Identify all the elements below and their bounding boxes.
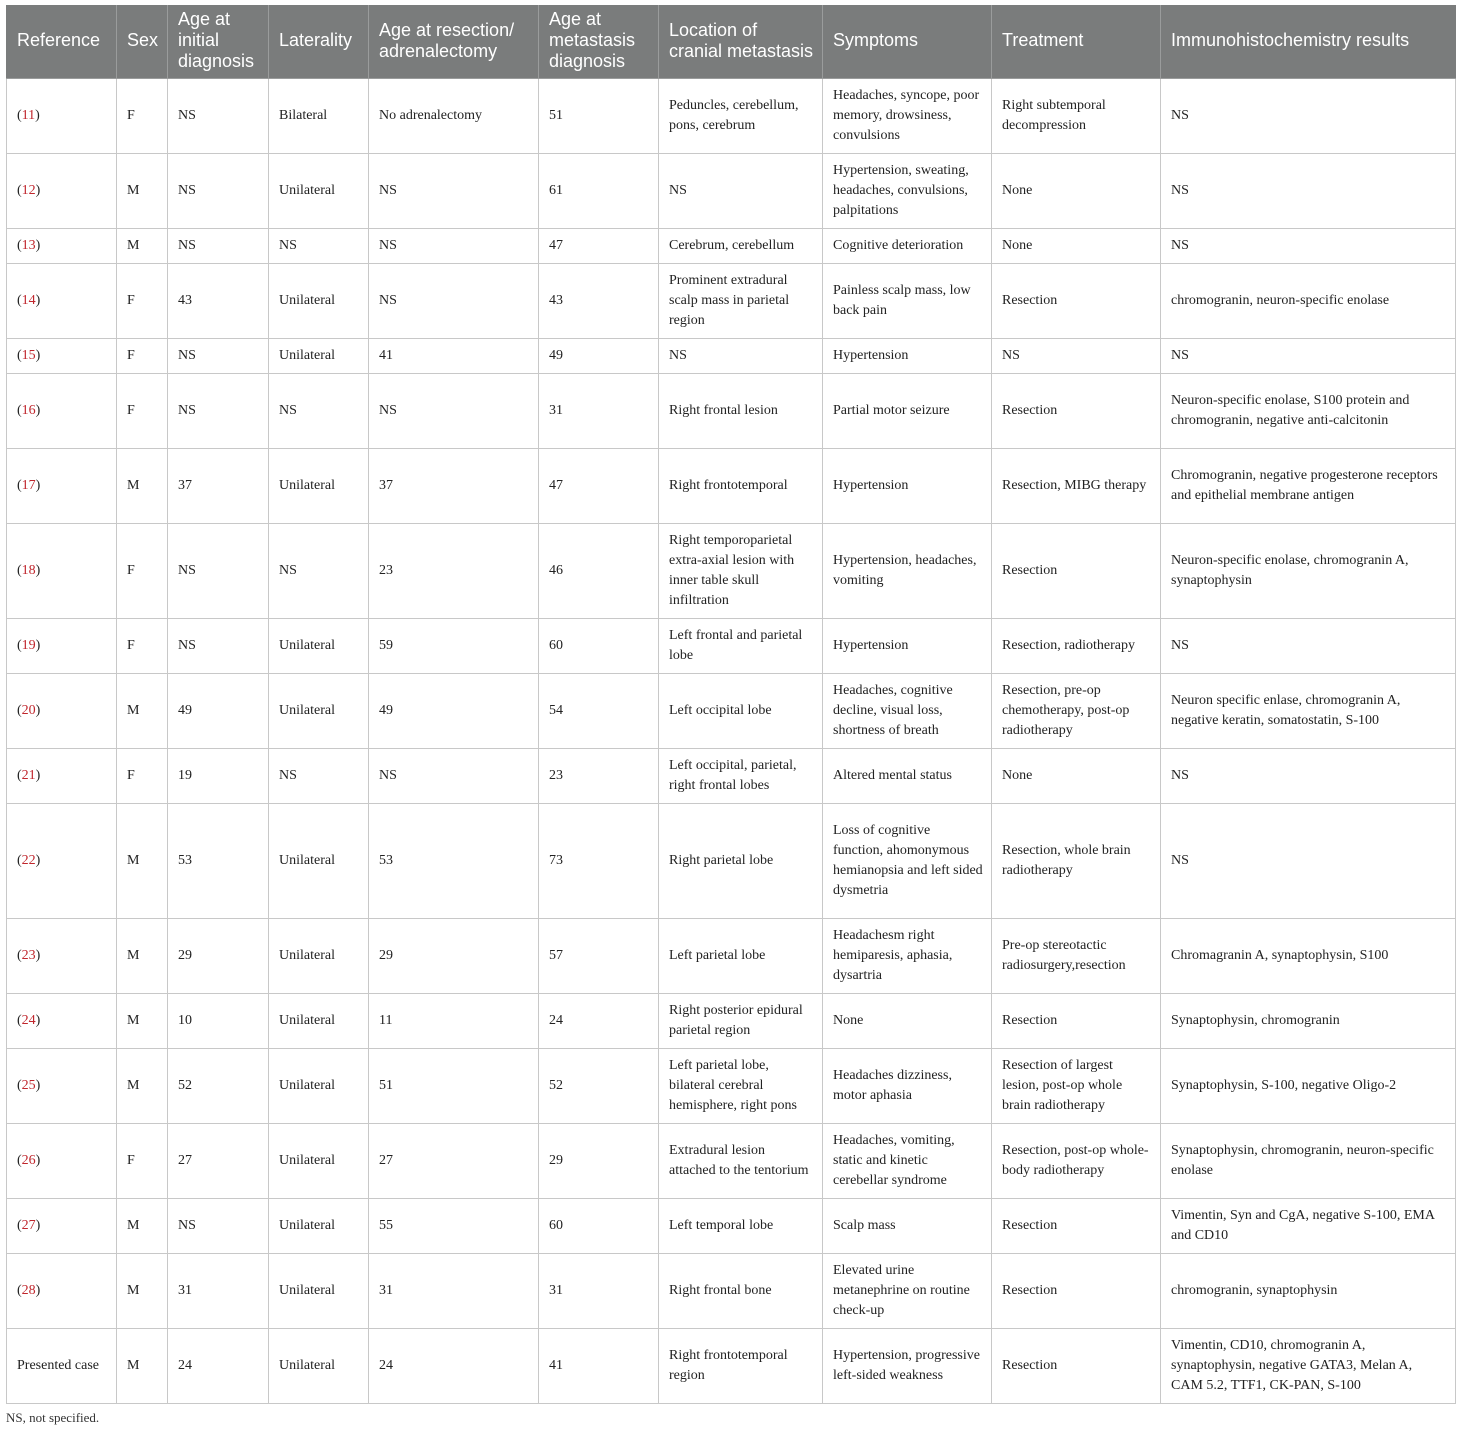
table-header	[7, 5, 1456, 79]
reference-link[interactable]: 23	[21, 948, 36, 963]
ihc-cell: NS	[1161, 229, 1456, 264]
sex-cell: M	[117, 449, 168, 524]
symptoms-cell: Headachesm right hemiparesis, aphasia, dysartria	[823, 919, 992, 994]
sex-cell: F	[117, 339, 168, 374]
ihc-cell: Chromagranin A, synaptophysin, S100	[1161, 919, 1456, 994]
age-resection-cell: NS	[369, 154, 539, 229]
reference-link[interactable]: 22	[21, 853, 36, 868]
symptoms-cell: Loss of cognitive function, ahomonymous hemianopsia and left sided dysmetria	[823, 804, 992, 919]
sex-cell: F	[117, 374, 168, 449]
ihc-cell: Vimentin, Syn and CgA, negative S-100, EMA and CD10	[1161, 1199, 1456, 1254]
table-row	[7, 1199, 1456, 1254]
open-paren: (	[17, 293, 22, 308]
age-initial-cell: NS	[168, 619, 269, 674]
ihc-cell: Neuron-specific enolase, S100 protein and chromogranin, negative anti-calcitonin	[1161, 374, 1456, 449]
ihc-cell: NS	[1161, 619, 1456, 674]
age-metastasis-cell: 41	[539, 1329, 659, 1404]
location-cell: Right frontotemporal	[659, 449, 823, 524]
header-age-resection: Age at resection/ adrenalectomy	[369, 5, 539, 79]
age-resection-cell: 51	[369, 1049, 539, 1124]
symptoms-cell: Cognitive deterioration	[823, 229, 992, 264]
location-cell: Left frontal and parietal lobe	[659, 619, 823, 674]
open-paren: (	[17, 108, 22, 123]
ihc-cell: Synaptophysin, chromogranin	[1161, 994, 1456, 1049]
reference-cell	[7, 1329, 117, 1404]
location-cell: Left parietal lobe, bilateral cerebral hemisphere, right pons	[659, 1049, 823, 1124]
table-row	[7, 1329, 1456, 1404]
symptoms-cell: Headaches, syncope, poor memory, drowsiness, convulsions	[823, 79, 992, 154]
sex-cell: M	[117, 1049, 168, 1124]
age-metastasis-cell: 47	[539, 229, 659, 264]
reference-link[interactable]: 18	[21, 563, 36, 578]
reference-cell	[7, 449, 117, 524]
location-cell: Right parietal lobe	[659, 804, 823, 919]
reference-link[interactable]: 13	[21, 238, 36, 253]
reference-cell	[7, 524, 117, 619]
reference-link[interactable]: 21	[21, 768, 36, 783]
reference-link[interactable]: 17	[21, 478, 36, 493]
age-initial-cell: 24	[168, 1329, 269, 1404]
symptoms-cell: Hypertension, progressive left-sided weakness	[823, 1329, 992, 1404]
header-row	[7, 5, 1456, 79]
close-paren: )	[35, 1013, 41, 1028]
age-resection-cell: 31	[369, 1254, 539, 1329]
age-metastasis-cell: 31	[539, 1254, 659, 1329]
symptoms-cell: Hypertension, headaches, vomiting	[823, 524, 992, 619]
treatment-cell: Right subtemporal decompression	[992, 79, 1161, 154]
reference-link[interactable]: 19	[21, 638, 36, 653]
ihc-cell: NS	[1161, 749, 1456, 804]
laterality-cell: Unilateral	[269, 1199, 369, 1254]
laterality-cell: Unilateral	[269, 804, 369, 919]
location-cell: Prominent extradural scalp mass in parietal region	[659, 264, 823, 339]
reference-link[interactable]: 20	[21, 703, 36, 718]
treatment-cell: Resection, pre-op chemotherapy, post-op radiotherapy	[992, 674, 1161, 749]
age-metastasis-cell: 52	[539, 1049, 659, 1124]
table-row	[7, 524, 1456, 619]
age-initial-cell: NS	[168, 524, 269, 619]
reference-link[interactable]: 16	[21, 403, 36, 418]
location-cell: Cerebrum, cerebellum	[659, 229, 823, 264]
close-paren: )	[35, 183, 41, 198]
age-initial-cell: 49	[168, 674, 269, 749]
treatment-cell: Resection	[992, 524, 1161, 619]
laterality-cell: Unilateral	[269, 619, 369, 674]
laterality-cell: Unilateral	[269, 1329, 369, 1404]
sex-cell: M	[117, 919, 168, 994]
location-cell: Right temporoparietal extra-axial lesion with inner table skull infiltration	[659, 524, 823, 619]
ihc-cell: chromogranin, neuron-specific enolase	[1161, 264, 1456, 339]
treatment-cell: Resection, MIBG therapy	[992, 449, 1161, 524]
age-resection-cell: 27	[369, 1124, 539, 1199]
sex-cell: F	[117, 1124, 168, 1199]
symptoms-cell: Hypertension	[823, 449, 992, 524]
location-cell: Right frontal bone	[659, 1254, 823, 1329]
age-metastasis-cell: 60	[539, 1199, 659, 1254]
laterality-cell: NS	[269, 749, 369, 804]
symptoms-cell: None	[823, 994, 992, 1049]
open-paren: (	[17, 703, 22, 718]
age-metastasis-cell: 23	[539, 749, 659, 804]
open-paren: (	[17, 1078, 22, 1093]
reference-cell	[7, 804, 117, 919]
data-table	[6, 5, 1456, 1404]
open-paren: (	[17, 948, 22, 963]
table-row	[7, 994, 1456, 1049]
reference-cell	[7, 229, 117, 264]
age-initial-cell: NS	[168, 1199, 269, 1254]
age-metastasis-cell: 46	[539, 524, 659, 619]
location-cell: Left occipital lobe	[659, 674, 823, 749]
header-laterality: Laterality	[269, 5, 369, 79]
open-paren: (	[17, 768, 22, 783]
age-initial-cell: 29	[168, 919, 269, 994]
age-initial-cell: 37	[168, 449, 269, 524]
close-paren: )	[35, 1218, 41, 1233]
header-age-initial: Age at initial diagnosis	[168, 5, 269, 79]
open-paren: (	[17, 853, 22, 868]
sex-cell: M	[117, 804, 168, 919]
location-cell: Right frontotemporal region	[659, 1329, 823, 1404]
age-resection-cell: NS	[369, 374, 539, 449]
age-initial-cell: 27	[168, 1124, 269, 1199]
age-resection-cell: 24	[369, 1329, 539, 1404]
age-initial-cell: 31	[168, 1254, 269, 1329]
reference-cell	[7, 1199, 117, 1254]
reference-cell	[7, 674, 117, 749]
age-resection-cell: 37	[369, 449, 539, 524]
table-row	[7, 919, 1456, 994]
location-cell: Left parietal lobe	[659, 919, 823, 994]
table-row	[7, 674, 1456, 749]
table-row	[7, 749, 1456, 804]
header-symptoms: Symptoms	[823, 5, 992, 79]
age-metastasis-cell: 57	[539, 919, 659, 994]
ihc-cell: NS	[1161, 804, 1456, 919]
sex-cell: M	[117, 994, 168, 1049]
location-cell: Left occipital, parietal, right frontal lobes	[659, 749, 823, 804]
ihc-cell: chromogranin, synaptophysin	[1161, 1254, 1456, 1329]
age-resection-cell: 53	[369, 804, 539, 919]
close-paren: )	[35, 1153, 41, 1168]
sex-cell: M	[117, 1199, 168, 1254]
age-resection-cell: NS	[369, 229, 539, 264]
open-paren: (	[17, 638, 22, 653]
location-cell: NS	[659, 154, 823, 229]
ihc-cell: Chromogranin, negative progesterone receptors and epithelial membrane antigen	[1161, 449, 1456, 524]
treatment-cell: Resection	[992, 1329, 1161, 1404]
symptoms-cell: Headaches, cognitive decline, visual loss, shortness of breath	[823, 674, 992, 749]
close-paren: )	[35, 703, 41, 718]
laterality-cell: Unilateral	[269, 1254, 369, 1329]
header-location: Location of cranial metastasis	[659, 5, 823, 79]
symptoms-cell: Hypertension, sweating, headaches, convulsions, palpitations	[823, 154, 992, 229]
age-initial-cell: NS	[168, 79, 269, 154]
header-treatment: Treatment	[992, 5, 1161, 79]
laterality-cell: NS	[269, 374, 369, 449]
open-paren: (	[17, 478, 22, 493]
close-paren: )	[35, 563, 41, 578]
close-paren: )	[35, 403, 41, 418]
table-row	[7, 619, 1456, 674]
age-resection-cell: 49	[369, 674, 539, 749]
sex-cell: F	[117, 619, 168, 674]
laterality-cell: Unilateral	[269, 994, 369, 1049]
age-metastasis-cell: 43	[539, 264, 659, 339]
laterality-cell: Unilateral	[269, 339, 369, 374]
ihc-cell: Vimentin, CD10, chromogranin A, synaptophysin, negative GATA3, Melan A, CAM 5.2, TTF1, CK-PAN, S-100	[1161, 1329, 1456, 1404]
laterality-cell: Unilateral	[269, 1049, 369, 1124]
treatment-cell: Resection	[992, 374, 1161, 449]
sex-cell: M	[117, 674, 168, 749]
reference-cell	[7, 994, 117, 1049]
treatment-cell: Resection, whole brain radiotherapy	[992, 804, 1161, 919]
header-reference: Reference	[7, 5, 117, 79]
reference-cell	[7, 264, 117, 339]
symptoms-cell: Headaches dizziness, motor aphasia	[823, 1049, 992, 1124]
open-paren: (	[17, 1218, 22, 1233]
treatment-cell: None	[992, 749, 1161, 804]
close-paren: )	[35, 768, 41, 783]
sex-cell: M	[117, 1254, 168, 1329]
sex-cell: M	[117, 1329, 168, 1404]
reference-link[interactable]: 28	[21, 1283, 36, 1298]
open-paren: (	[17, 1153, 22, 1168]
open-paren: (	[17, 238, 22, 253]
header-age-metastasis: Age at metastasis diagnosis	[539, 5, 659, 79]
close-paren: )	[35, 478, 41, 493]
reference-cell	[7, 919, 117, 994]
laterality-cell: Unilateral	[269, 674, 369, 749]
location-cell: Extradural lesion attached to the tentorium	[659, 1124, 823, 1199]
reference-cell	[7, 1254, 117, 1329]
table-row	[7, 154, 1456, 229]
reference-link[interactable]: 24	[21, 1013, 36, 1028]
close-paren: )	[35, 948, 41, 963]
open-paren: (	[17, 183, 22, 198]
symptoms-cell: Partial motor seizure	[823, 374, 992, 449]
symptoms-cell: Elevated urine metanephrine on routine check-up	[823, 1254, 992, 1329]
age-initial-cell: 19	[168, 749, 269, 804]
location-cell: NS	[659, 339, 823, 374]
reference-cell	[7, 154, 117, 229]
age-initial-cell: NS	[168, 154, 269, 229]
age-initial-cell: 52	[168, 1049, 269, 1124]
open-paren: (	[17, 1283, 22, 1298]
laterality-cell: Unilateral	[269, 154, 369, 229]
table-row	[7, 339, 1456, 374]
table-row	[7, 1124, 1456, 1199]
age-resection-cell: 55	[369, 1199, 539, 1254]
reference-link[interactable]: 11	[21, 108, 36, 123]
treatment-cell: NS	[992, 339, 1161, 374]
reference-link[interactable]: 12	[21, 183, 36, 198]
reference-cell	[7, 1049, 117, 1124]
close-paren: )	[35, 1078, 41, 1093]
header-sex: Sex	[117, 5, 168, 79]
open-paren: (	[17, 563, 22, 578]
close-paren: )	[35, 238, 41, 253]
age-initial-cell: NS	[168, 339, 269, 374]
laterality-cell: NS	[269, 524, 369, 619]
sex-cell: M	[117, 154, 168, 229]
laterality-cell: Unilateral	[269, 919, 369, 994]
reference-link[interactable]: 15	[21, 348, 36, 363]
ihc-cell: NS	[1161, 154, 1456, 229]
close-paren: )	[35, 853, 41, 868]
laterality-cell: NS	[269, 229, 369, 264]
reference-cell	[7, 749, 117, 804]
age-resection-cell: 59	[369, 619, 539, 674]
reference-link[interactable]: 14	[21, 293, 36, 308]
symptoms-cell: Headaches, vomiting, static and kinetic cerebellar syndrome	[823, 1124, 992, 1199]
symptoms-cell: Painless scalp mass, low back pain	[823, 264, 992, 339]
treatment-cell: None	[992, 229, 1161, 264]
table-row	[7, 1254, 1456, 1329]
table-row	[7, 374, 1456, 449]
close-paren: )	[35, 638, 41, 653]
treatment-cell: Resection of largest lesion, post-op whole brain radiotherapy	[992, 1049, 1161, 1124]
table-body	[7, 79, 1456, 1404]
ihc-cell: Synaptophysin, chromogranin, neuron-specific enolase	[1161, 1124, 1456, 1199]
location-cell: Left temporal lobe	[659, 1199, 823, 1254]
ihc-cell: Neuron-specific enolase, chromogranin A, synaptophysin	[1161, 524, 1456, 619]
age-metastasis-cell: 49	[539, 339, 659, 374]
age-metastasis-cell: 31	[539, 374, 659, 449]
close-paren: )	[35, 293, 41, 308]
laterality-cell: Unilateral	[269, 264, 369, 339]
reference-cell	[7, 79, 117, 154]
table-row	[7, 449, 1456, 524]
reference-cell	[7, 374, 117, 449]
symptoms-cell: Hypertension	[823, 339, 992, 374]
laterality-cell: Unilateral	[269, 1124, 369, 1199]
close-paren: )	[35, 1283, 41, 1298]
close-paren: )	[35, 108, 40, 123]
sex-cell: M	[117, 229, 168, 264]
reference-cell	[7, 339, 117, 374]
age-resection-cell: 41	[369, 339, 539, 374]
age-resection-cell: 23	[369, 524, 539, 619]
close-paren: )	[35, 348, 41, 363]
sex-cell: F	[117, 749, 168, 804]
treatment-cell: Resection	[992, 1199, 1161, 1254]
treatment-cell: Resection	[992, 994, 1161, 1049]
symptoms-cell: Hypertension	[823, 619, 992, 674]
open-paren: (	[17, 403, 22, 418]
age-initial-cell: NS	[168, 229, 269, 264]
reference-link[interactable]: 25	[21, 1078, 36, 1093]
table-row	[7, 264, 1456, 339]
treatment-cell: Resection	[992, 264, 1161, 339]
location-cell: Right frontal lesion	[659, 374, 823, 449]
reference-text: Presented case	[17, 1358, 100, 1373]
reference-link[interactable]: 26	[21, 1153, 36, 1168]
ihc-cell: Neuron specific enlase, chromogranin A, negative keratin, somatostatin, S-100	[1161, 674, 1456, 749]
ihc-cell: NS	[1161, 339, 1456, 374]
age-metastasis-cell: 73	[539, 804, 659, 919]
treatment-cell: None	[992, 154, 1161, 229]
age-metastasis-cell: 54	[539, 674, 659, 749]
age-metastasis-cell: 47	[539, 449, 659, 524]
laterality-cell: Bilateral	[269, 79, 369, 154]
table-footnote: NS, not specified.	[6, 1410, 100, 1425]
reference-cell	[7, 619, 117, 674]
sex-cell: F	[117, 524, 168, 619]
age-metastasis-cell: 61	[539, 154, 659, 229]
symptoms-cell: Altered mental status	[823, 749, 992, 804]
reference-cell	[7, 1124, 117, 1199]
location-cell: Right posterior epidural parietal region	[659, 994, 823, 1049]
age-initial-cell: NS	[168, 374, 269, 449]
location-cell: Peduncles, cerebellum, pons, cerebrum	[659, 79, 823, 154]
laterality-cell: Unilateral	[269, 449, 369, 524]
treatment-cell: Resection, radiotherapy	[992, 619, 1161, 674]
header-ihc: Immunohistochemistry results	[1161, 5, 1456, 79]
age-resection-cell: 29	[369, 919, 539, 994]
age-metastasis-cell: 60	[539, 619, 659, 674]
open-paren: (	[17, 348, 22, 363]
ihc-cell: Synaptophysin, S-100, negative Oligo-2	[1161, 1049, 1456, 1124]
sex-cell: F	[117, 79, 168, 154]
table-row	[7, 804, 1456, 919]
age-initial-cell: 10	[168, 994, 269, 1049]
age-initial-cell: 43	[168, 264, 269, 339]
treatment-cell: Resection	[992, 1254, 1161, 1329]
symptoms-cell: Scalp mass	[823, 1199, 992, 1254]
treatment-cell: Pre-op stereotactic radiosurgery,resection	[992, 919, 1161, 994]
treatment-cell: Resection, post-op whole-body radiotherapy	[992, 1124, 1161, 1199]
age-metastasis-cell: 29	[539, 1124, 659, 1199]
open-paren: (	[17, 1013, 22, 1028]
age-resection-cell: No adrenalectomy	[369, 79, 539, 154]
age-metastasis-cell: 24	[539, 994, 659, 1049]
age-metastasis-cell: 51	[539, 79, 659, 154]
ihc-cell: NS	[1161, 79, 1456, 154]
table-row	[7, 79, 1456, 154]
table-row	[7, 1049, 1456, 1124]
sex-cell: F	[117, 264, 168, 339]
age-resection-cell: 11	[369, 994, 539, 1049]
table-row	[7, 229, 1456, 264]
age-resection-cell: NS	[369, 749, 539, 804]
age-initial-cell: 53	[168, 804, 269, 919]
reference-link[interactable]: 27	[21, 1218, 36, 1233]
age-resection-cell: NS	[369, 264, 539, 339]
